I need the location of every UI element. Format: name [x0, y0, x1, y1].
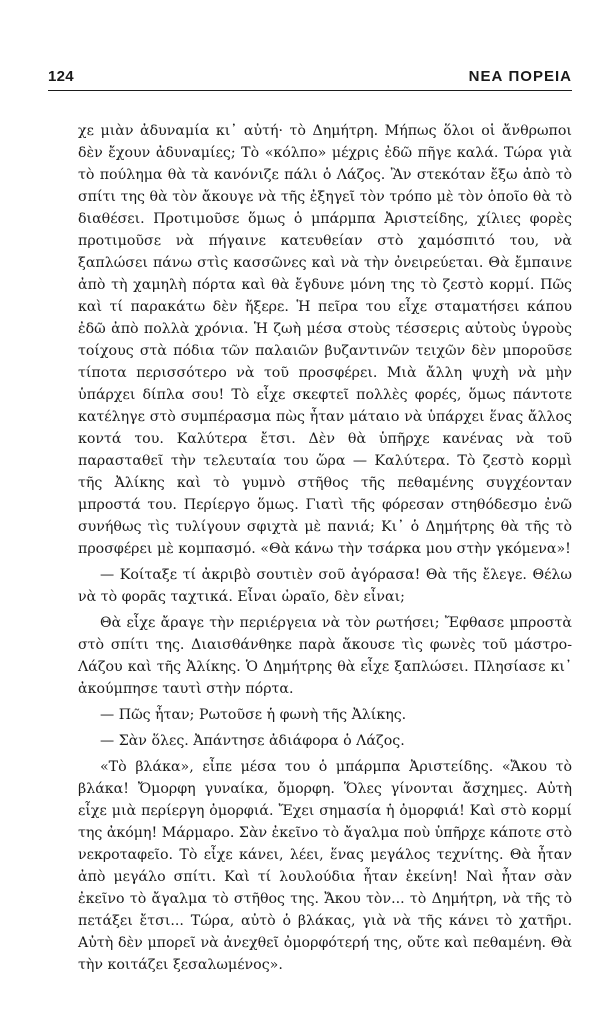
body-text: [78, 120, 572, 976]
paragraph-continuation: χε μιὰν ἀδυναμία κι᾿ αὐτή· τὸ Δημήτρη. Μήπως ὅλοι οἱ ἄνθρωποι δὲν ἔχουν ἀδυναμίες; Τὸ «κόλπο» μέχρις ἐδῶ πῆγε καλά. Τώρα γιὰ τὸ πούλημα θὰ τὰ κανόνιζε πάλι ὁ Λάζος. Ἂν στεκόταν ἔξω ἀπὸ τὸ σπίτι της θὰ τὸν ἄκουγε νὰ τῆς ἐξηγεῖ τὸν τρόπο μὲ τὸν ὁποῖο θὰ τὸ διαθέσει. Προτιμοῦσε ὅμως ὁ μπάρμπα Ἀριστείδης, χίλιες φορὲς προτιμοῦσε νὰ πήγαινε κατευθείαν στὸ χαμόσπιτό του, νὰ ξαπλώσει πάνω στὶς κασσῶνες καὶ νὰ τὴν ὀνειρεύεται. Θὰ ἔμπαινε ἀπὸ τὴ χαμηλὴ πόρτα καὶ θὰ ἔγδυνε μόνη της τὸ ζεστὸ κορμί. Πῶς καὶ τί παρακάτω δὲν ἤξερε. Ἡ πεῖρα του εἶχε σταματήσει κάπου ἐδῶ ἀπὸ πολλὰ χρόνια. Ἡ ζωὴ μέσα στοὺς τέσσερις αὐτοὺς ὑγροὺς τοίχους στὰ πόδια τῶν παλαιῶν βυζαντινῶν τειχῶν δὲν μποροῦσε τίποτα περισσότερο νὰ τοῦ προσφέρει. Μιὰ ἄλλη ψυχὴ νὰ μὴν ὑπάρχει δίπλα σου! Τὸ εἶχε σκεφτεῖ πολλὲς φορές, ὅμως πάντοτε κατέληγε στὸ συμπέρασμα πὼς ἦταν μάταιο νὰ ὑπάρχει ἕνας ἄλλος κοντά του. Καλύτερα ἔτσι. Δὲν θὰ ὑπῆρχε κανένας νὰ τοῦ παρασταθεῖ τὴν τελευταία του ὥρα — Καλύτερα. Τὸ ζεστὸ κορμὶ τῆς Ἀλίκης καὶ τὸ γυμνὸ στῆθος τῆς πεθαμένης συγχέονταν μπροστά του. Περίεργο ὅμως. Γιατὶ τῆς φόρεσαν στηθόδεσμο ἐνῶ συνήθως τὶς τυλίγουν σφιχτὰ μὲ πανιά; Κι᾿ ὁ Δημήτρης θὰ τῆς τὸ προσφέρει μὲ κομπασμό. «Θὰ κάνω τὴν τσάρκα μου στὴν γκόμενα»!: [78, 123, 572, 557]
paragraph-dialogue-3: — Σὰν ὅλες. Ἀπάντησε ἀδιάφορα ὁ Λάζος.: [100, 733, 405, 749]
paragraph-narration-1: Θὰ εἶχε ἄραγε τὴν περιέργεια νὰ τὸν ρωτήσει; Ἔφθασε μπροστὰ στὸ σπίτι της. Διαισθάνθηκε παρὰ ἄκουσε τὶς φωνὲς τοῦ μάστρο-Λάζου καὶ τῆς Ἀλίκης. Ὁ Δημήτρης θὰ εἶχε ξαπλώσει. Πλησίασε κι᾿ ἀκούμπησε ταυτὶ στὴν πόρτα.: [78, 615, 572, 697]
page-header: [48, 66, 572, 91]
paragraph-dialogue-2: — Πῶς ἦταν; Ρωτοῦσε ἡ φωνὴ τῆς Ἀλίκης.: [100, 707, 407, 723]
paragraph-dialogue-1: — Κοίταξε τί ἀκριβὸ σουτιὲν σοῦ ἀγόρασα! Θὰ τῆς ἔλεγε. Θέλω νὰ τὸ φορᾶς ταχτικά. Εἶναι ὡραῖο, δὲν εἶναι;: [78, 567, 572, 605]
page-number: 124: [48, 68, 74, 85]
running-head: ΝΕΑ ΠΟΡΕΙΑ: [468, 68, 572, 85]
paragraph-monologue: «Τὸ βλάκα», εἶπε μέσα του ὁ μπάρμπα Ἀριστείδης. «Ἄκου τὸ βλάκα! Ὄμορφη γυναίκα, ὄμορφη. Ὅλες γίνονται ἄσχημες. Αὐτὴ εἶχε μιὰ περίεργη ὀμορφιά. Ἔχει σημασία ἡ ὀμορφιά! Καὶ στὸ κορμί της ἀκόμη! Μάρμαρο. Σὰν ἐκεῖνο τὸ ἄγαλμα ποὺ ὑπῆρχε κάποτε στὸ νεκροταφεῖο. Τὸ εἶχε κάνει, λέει, ἕνας μεγάλος τεχνίτης. Θὰ ἦταν ἀπὸ μεγάλο σπίτι. Καὶ τί λουλούδια ἦταν ἐκείνη! Ναὶ ἦταν σὰν ἐκεῖνο τὸ ἄγαλμα τὸ στῆθος της. Ἄκου τὸν... τὸ Δημήτρη, νὰ τῆς τὸ πετάξει ἔτσι... Τώρα, αὐτὸ ὁ βλάκας, γιὰ νὰ τῆς κάνει τὸ χατῆρι. Αὐτὴ δὲν μπορεῖ νὰ ἀνεχθεῖ ὀμορφότερή της, οὔτε καὶ πεθαμένη. Θὰ τὴν κοιτάζει ξεσαλωμένος».: [78, 759, 572, 973]
